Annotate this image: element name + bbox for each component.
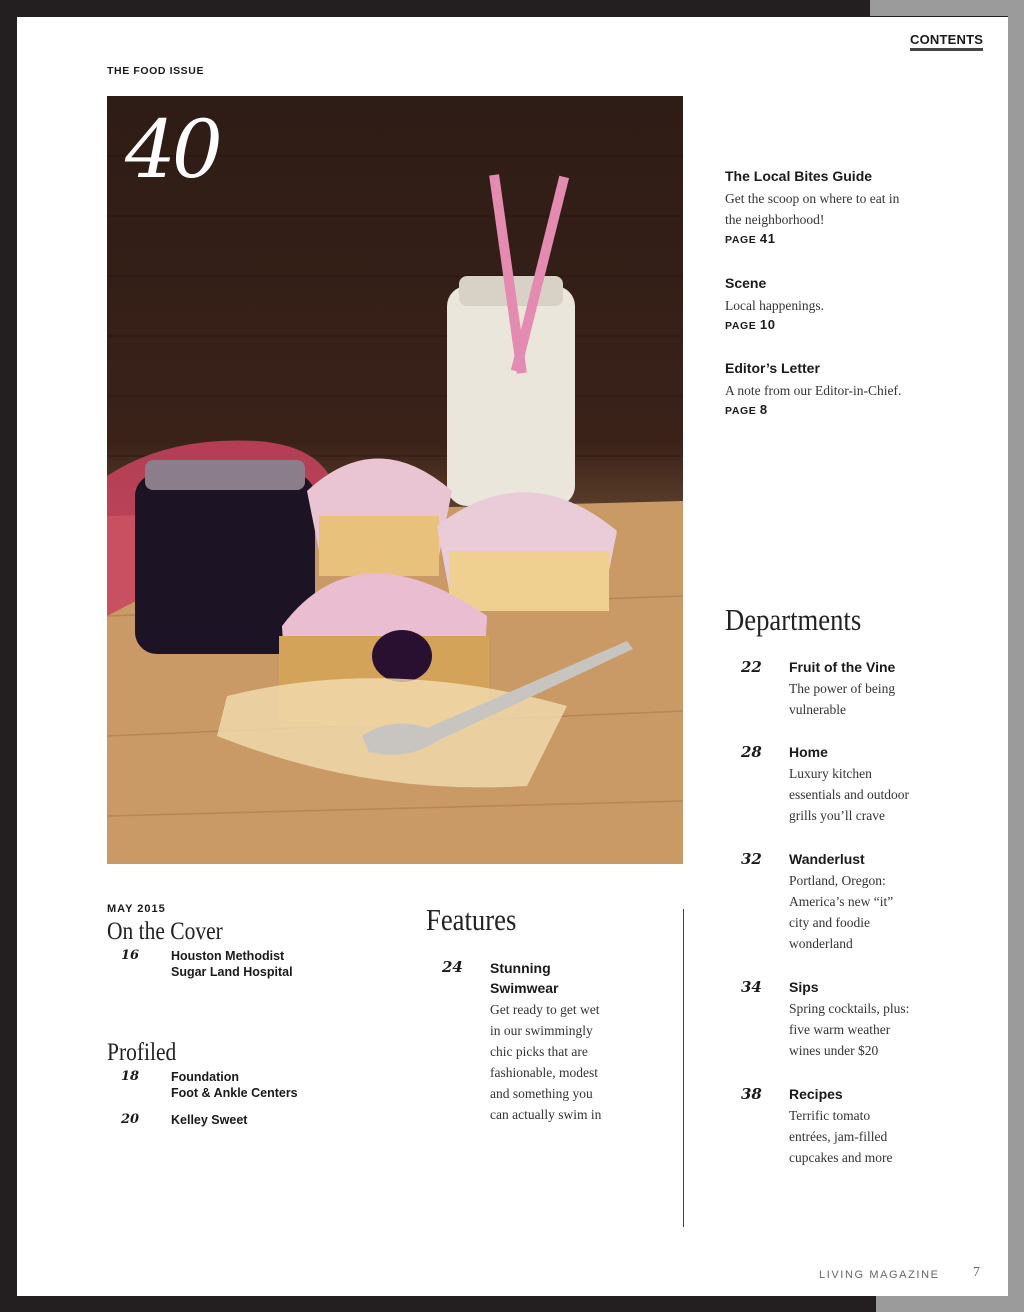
profiled-line: Foundation [171, 1070, 240, 1084]
department-item[interactable] [725, 1085, 985, 1168]
departments-heading: Departments [725, 602, 862, 637]
department-item[interactable] [725, 850, 985, 954]
cover-story-item[interactable] [107, 948, 367, 980]
department-page-number: 32 [741, 850, 762, 868]
highlight-desc: Local happenings. [725, 298, 824, 313]
department-desc-line: entrées, jam-filled [789, 1129, 888, 1144]
profiled-heading: Profiled [107, 1039, 177, 1066]
department-item[interactable] [725, 658, 985, 720]
page-number: 10 [759, 317, 776, 332]
department-desc-line: Portland, Oregon: [789, 873, 886, 888]
highlight-title: Scene [725, 275, 767, 291]
page-label: PAGE [725, 234, 757, 246]
page-label: PAGE [725, 405, 757, 417]
department-title: Sips [789, 979, 819, 995]
department-title: Recipes [789, 1086, 843, 1102]
highlight-local-bites[interactable] [725, 167, 985, 248]
column-divider [683, 909, 684, 1227]
department-title: Home [789, 744, 828, 760]
feature-desc-line: and something you [490, 1086, 593, 1101]
features-heading: Features [426, 902, 517, 937]
page-number: 41 [759, 231, 776, 246]
issue-label: THE FOOD ISSUE [107, 65, 205, 77]
profiled-line: Kelley Sweet [171, 1113, 248, 1127]
department-item[interactable] [725, 978, 985, 1061]
department-desc-line: Terrific tomato [789, 1108, 871, 1123]
profiled-item[interactable] [107, 1112, 367, 1128]
department-desc-line: city and foodie [789, 915, 870, 930]
department-desc-line: grills you’ll crave [789, 808, 885, 823]
department-page-number: 34 [741, 978, 762, 996]
department-desc-line: Spring cocktails, plus: [789, 1001, 910, 1016]
contents-label: CONTENTS [910, 32, 983, 51]
department-desc-line: essentials and outdoor [789, 787, 909, 802]
cover-story-line: Houston Methodist [171, 949, 285, 963]
footer-magazine-name: LIVING MAGAZINE [819, 1269, 940, 1281]
page-edge-bottom [876, 1296, 1024, 1312]
footer-page-number: 7 [973, 1265, 980, 1280]
page-label: PAGE [725, 320, 757, 332]
on-the-cover-heading: On the Cover [107, 918, 223, 945]
feature-title: Swimwear [490, 980, 559, 996]
cover-story-page-number: 16 [121, 948, 140, 963]
department-page-number: 38 [741, 1085, 762, 1103]
department-desc-line: cupcakes and more [789, 1150, 893, 1165]
profiled-line: Foot & Ankle Centers [171, 1086, 298, 1100]
issue-date: MAY 2015 [107, 903, 166, 915]
page-reference [725, 317, 985, 334]
department-desc-line: wines under $20 [789, 1043, 879, 1058]
feature-title: Stunning [490, 960, 551, 976]
page-reference [725, 402, 985, 419]
highlight-scene[interactable] [725, 274, 985, 334]
cupcakes-photo-icon [107, 96, 683, 864]
department-desc-line: Luxury kitchen [789, 766, 872, 781]
department-desc-line: America’s new “it” [789, 894, 894, 909]
page-number: 8 [759, 402, 768, 417]
cover-story-line: Sugar Land Hospital [171, 965, 293, 979]
highlight-desc: the neighborhood! [725, 212, 825, 227]
department-title: Wanderlust [789, 851, 865, 867]
page-reference [725, 231, 985, 248]
department-desc-line: vulnerable [789, 702, 846, 717]
profiled-item[interactable] [107, 1069, 367, 1101]
page-number-overlay: 40 [125, 103, 219, 196]
feature-page-number: 24 [442, 958, 463, 976]
magazine-page [17, 17, 1008, 1296]
department-page-number: 22 [741, 658, 762, 676]
page-edge-right [1008, 0, 1024, 1312]
highlight-title: The Local Bites Guide [725, 168, 873, 184]
feature-desc-line: Get ready to get wet [490, 1002, 600, 1017]
cover-photo [107, 96, 683, 864]
profiled-page-number: 18 [121, 1069, 140, 1084]
feature-desc-line: chic picks that are [490, 1044, 588, 1059]
highlight-title: Editor’s Letter [725, 360, 820, 376]
department-desc-line: five warm weather [789, 1022, 891, 1037]
department-title: Fruit of the Vine [789, 659, 896, 675]
highlight-desc: A note from our Editor-in-Chief. [725, 383, 902, 398]
department-desc-line: wonderland [789, 936, 853, 951]
highlight-desc: Get the scoop on where to eat in [725, 191, 900, 206]
department-desc-line: The power of being [789, 681, 896, 696]
department-item[interactable] [725, 743, 985, 826]
feature-desc-line: fashionable, modest [490, 1065, 598, 1080]
feature-desc-line: can actually swim in [490, 1107, 602, 1122]
highlight-editors-letter[interactable] [725, 359, 985, 419]
profiled-page-number: 20 [121, 1112, 140, 1127]
department-page-number: 28 [741, 743, 762, 761]
feature-item[interactable] [426, 958, 676, 1125]
feature-desc-line: in our swimmingly [490, 1023, 593, 1038]
page-edge-top [870, 0, 1024, 16]
